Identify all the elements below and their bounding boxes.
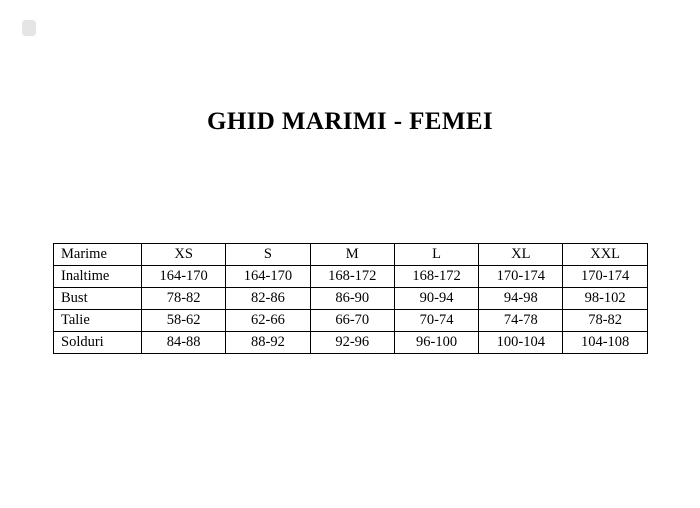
- table-cell: 98-102: [563, 288, 647, 310]
- table-cell: 84-88: [142, 332, 226, 354]
- table-cell: 82-86: [226, 288, 310, 310]
- table-cell: 164-170: [142, 266, 226, 288]
- table-cell: 94-98: [479, 288, 563, 310]
- table-cell: 58-62: [142, 310, 226, 332]
- table-cell: 100-104: [479, 332, 563, 354]
- column-header-xxl: XXL: [563, 244, 647, 266]
- table-cell: 66-70: [310, 310, 394, 332]
- column-header-m: M: [310, 244, 394, 266]
- table-cell: 164-170: [226, 266, 310, 288]
- table-row: [54, 266, 648, 288]
- table-cell: 170-174: [479, 266, 563, 288]
- table-cell: 78-82: [563, 310, 647, 332]
- column-header-xs: XS: [142, 244, 226, 266]
- column-header-l: L: [394, 244, 478, 266]
- row-label-talie: Talie: [54, 310, 142, 332]
- table-cell: 104-108: [563, 332, 647, 354]
- table-cell: 90-94: [394, 288, 478, 310]
- row-label-bust: Bust: [54, 288, 142, 310]
- table-cell: 168-172: [310, 266, 394, 288]
- table-cell: 74-78: [479, 310, 563, 332]
- watermark-mark: [22, 20, 36, 36]
- row-label-solduri: Solduri: [54, 332, 142, 354]
- column-header-xl: XL: [479, 244, 563, 266]
- row-label-inaltime: Inaltime: [54, 266, 142, 288]
- table-cell: 96-100: [394, 332, 478, 354]
- table-cell: 78-82: [142, 288, 226, 310]
- table-cell: 70-74: [394, 310, 478, 332]
- table-cell: 62-66: [226, 310, 310, 332]
- table-cell: 92-96: [310, 332, 394, 354]
- table-header-row: [54, 244, 648, 266]
- table-cell: 168-172: [394, 266, 478, 288]
- table-row: [54, 332, 648, 354]
- page-title: GHID MARIMI - FEMEI: [206, 108, 494, 135]
- column-header-s: S: [226, 244, 310, 266]
- column-header-marime: Marime: [54, 244, 142, 266]
- size-guide-table-container: [53, 243, 647, 354]
- table-cell: 86-90: [310, 288, 394, 310]
- table-row: [54, 310, 648, 332]
- table-cell: 88-92: [226, 332, 310, 354]
- size-guide-table: [53, 243, 648, 354]
- table-cell: 170-174: [563, 266, 647, 288]
- table-row: [54, 288, 648, 310]
